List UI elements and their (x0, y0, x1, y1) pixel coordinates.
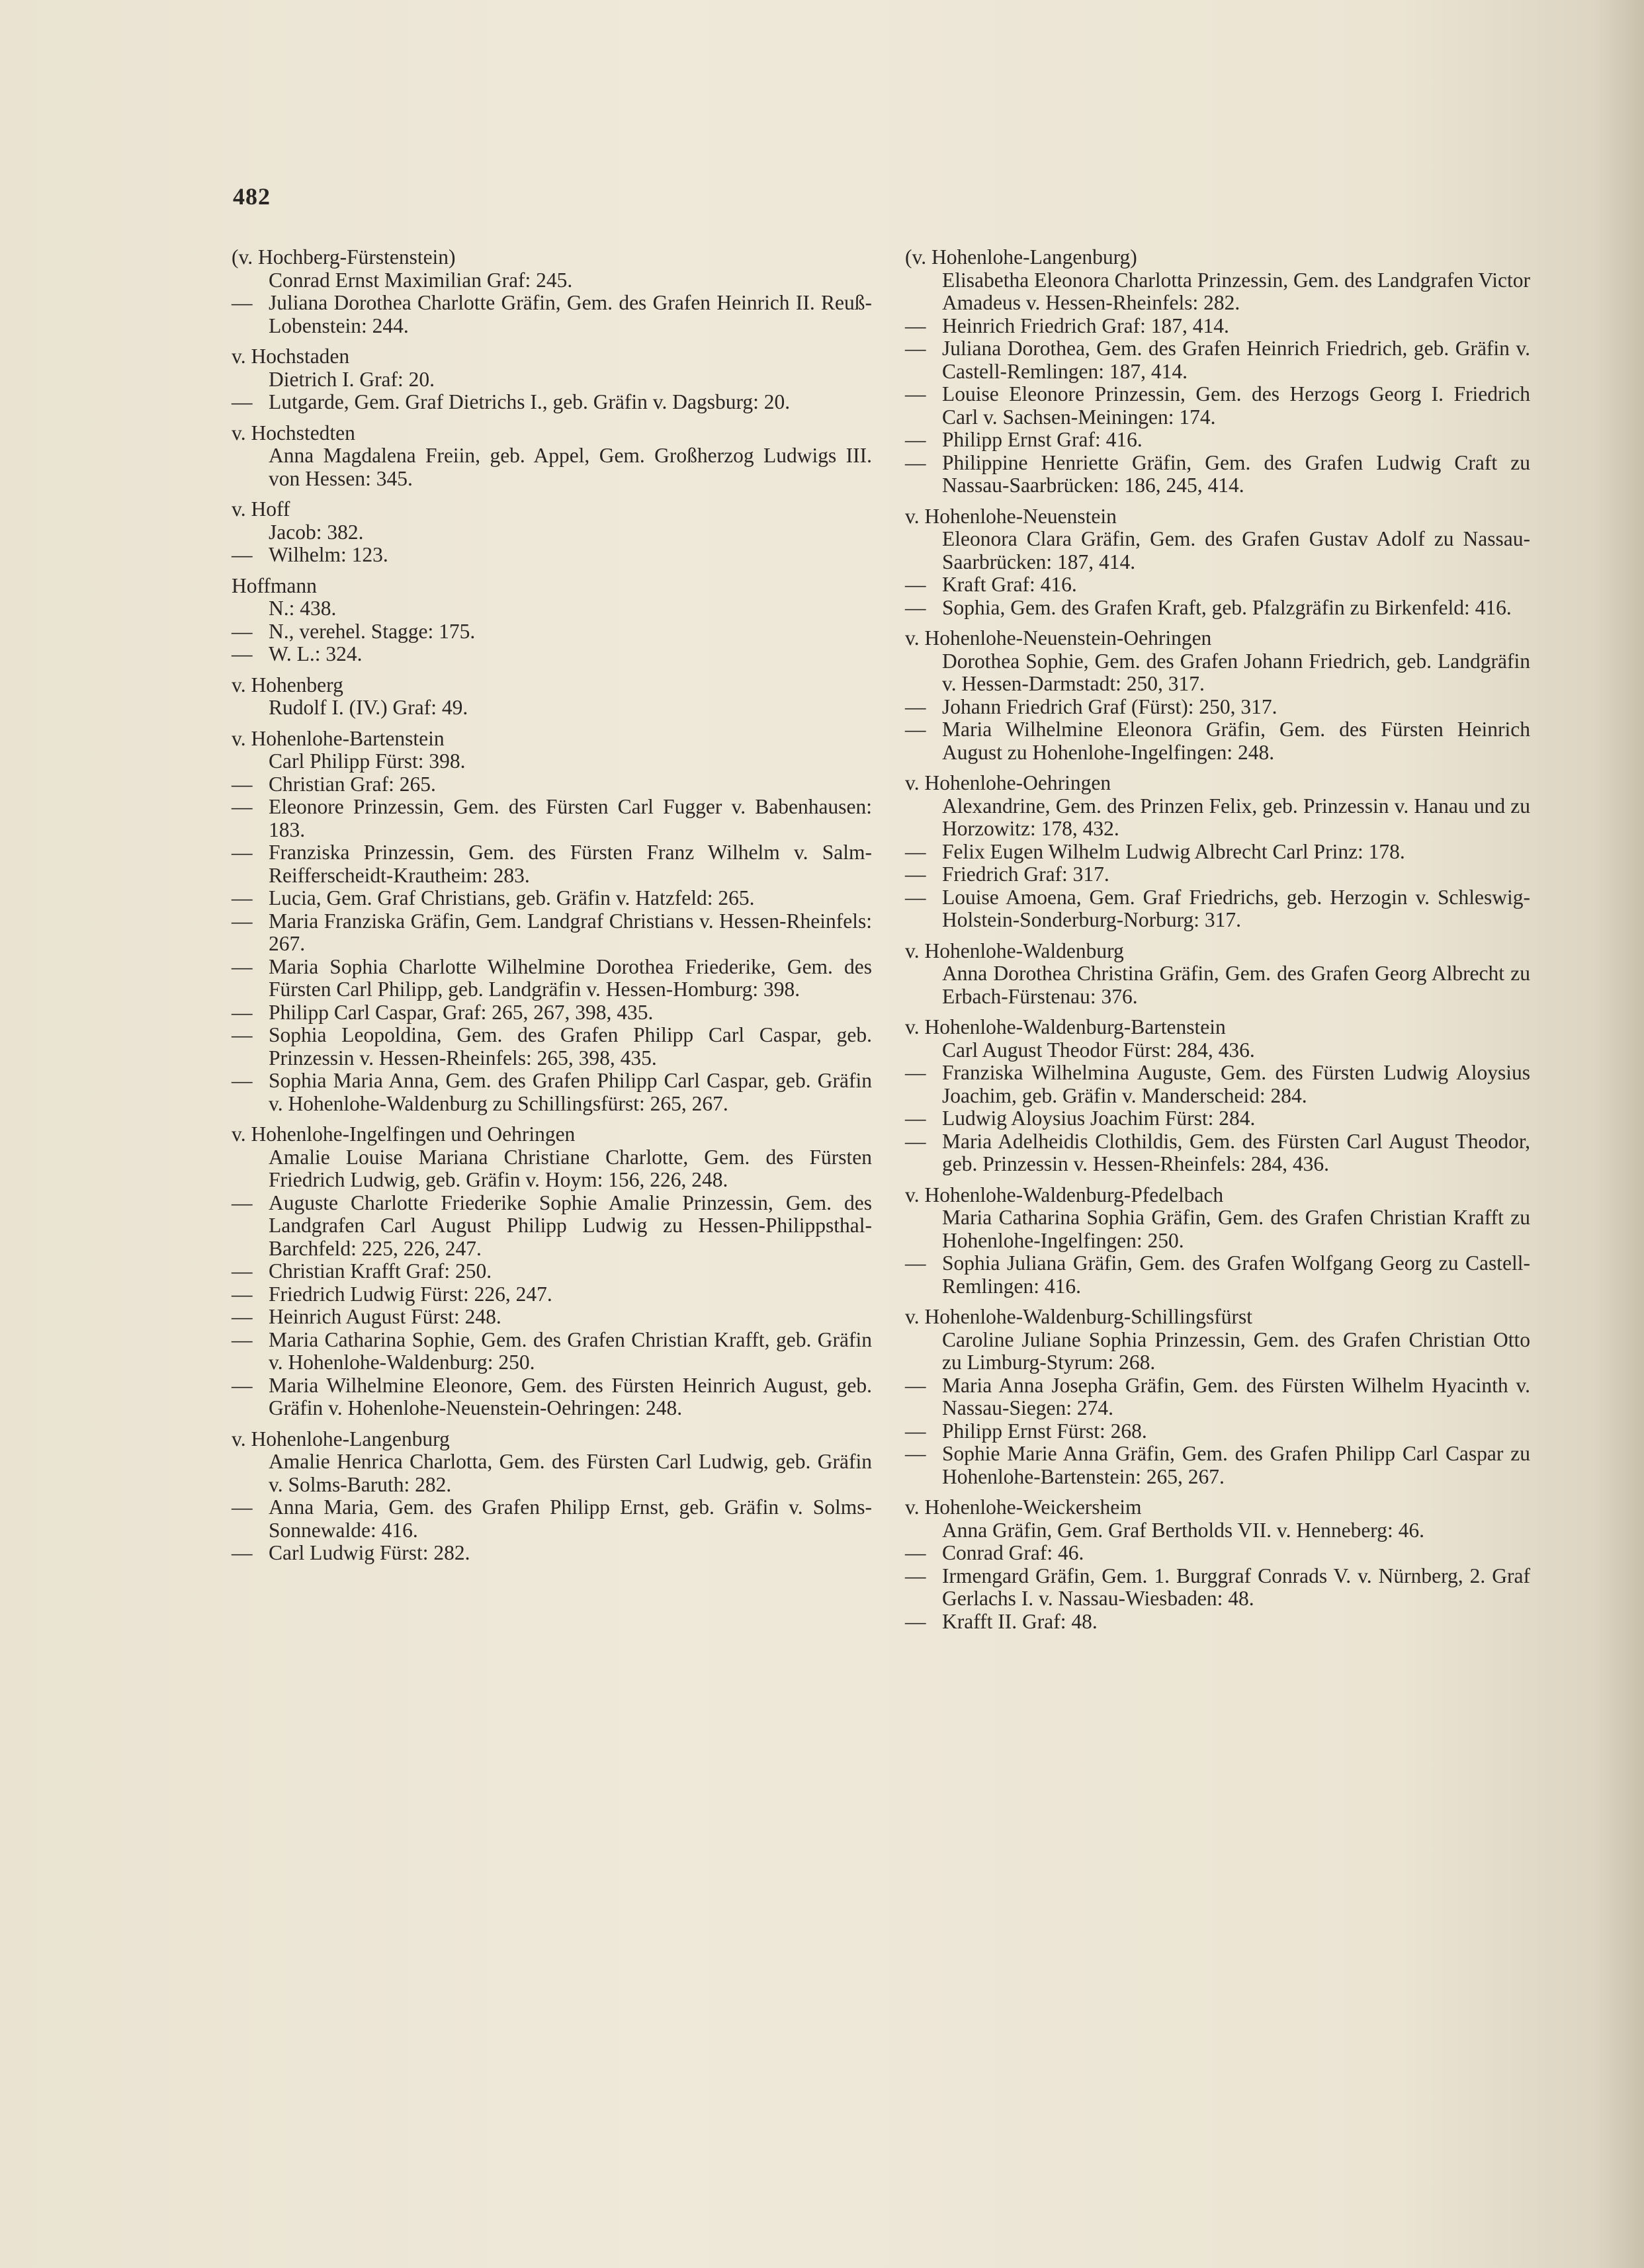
dash-mark: — (232, 543, 253, 566)
index-entry (905, 429, 1530, 452)
family-heading: v. Hochstaden (232, 345, 350, 368)
entry-text: Maria Sophia Charlotte Wilhelmine Dorothea Friederike, Gem. des Fürsten Carl Philipp, geb. Landgräfin v. Hessen-Homburg: 398. (269, 954, 872, 1001)
entry-text: Kraft Graf: 416. (942, 573, 1077, 596)
entry-text: Jacob: 382. (269, 520, 364, 544)
entry-text: Louise Eleonore Prinzessin, Gem. des Herzogs Georg I. Friedrich Carl v. Sachsen-Meiningen: 174. (942, 382, 1530, 429)
index-entry (905, 863, 1530, 886)
index-section (905, 1016, 1530, 1176)
index-entry (232, 1146, 872, 1192)
index-entry (905, 1329, 1530, 1374)
dash-mark: — (905, 337, 926, 360)
index-section (232, 422, 872, 491)
index-entry (232, 1260, 872, 1283)
entry-text: Elisabetha Eleonora Charlotta Prinzessin, Gem. des Landgrafen Victor Amadeus v. Hessen-Rheinfels: 282. (942, 268, 1530, 314)
index-entry (905, 1039, 1530, 1062)
index-entry (232, 696, 872, 720)
index-entry (905, 1542, 1530, 1565)
index-entry (232, 1496, 872, 1542)
dash-mark: — (905, 862, 926, 886)
index-entry (232, 620, 872, 644)
entry-text: Franziska Wilhelmina Auguste, Gem. des Fürsten Ludwig Aloysius Joachim, geb. Gräfin v. Manderscheid: 284. (942, 1061, 1530, 1107)
dash-mark: — (232, 1495, 253, 1519)
dash-mark: — (232, 1000, 253, 1024)
entry-text: N.: 438. (269, 597, 337, 620)
index-entry (905, 1252, 1530, 1298)
index-entry (232, 292, 872, 337)
dash-mark: — (232, 1282, 253, 1306)
entry-text: Carl Ludwig Fürst: 282. (269, 1541, 470, 1564)
index-section (232, 728, 872, 1116)
entry-text: Krafft II. Graf: 48. (942, 1609, 1098, 1633)
index-entry (232, 773, 872, 796)
entry-text: Sophie Marie Anna Gräfin, Gem. des Grafen Philipp Carl Caspar zu Hohenlohe-Bartenstein: 265, 267. (942, 1442, 1530, 1488)
family-heading: v. Hohenlohe-Neuenstein (905, 504, 1117, 528)
entry-text: Franziska Prinzessin, Gem. des Fürsten Franz Wilhelm v. Salm-Reifferscheidt-Krautheim: 283. (269, 841, 872, 887)
index-column-right (905, 246, 1530, 1641)
entry-text: Anna Dorothea Christina Gräfin, Gem. des Grafen Georg Albrecht zu Erbach-Fürstenau: 376. (942, 962, 1530, 1008)
dash-mark: — (232, 1327, 253, 1351)
entry-text: Anna Magdalena Freiin, geb. Appel, Gem. Großherzog Ludwigs III. von Hessen: 345. (269, 444, 872, 490)
family-heading: v. Hohenlohe-Waldenburg-Schillingsfürst (905, 1305, 1252, 1328)
entry-text: Lutgarde, Gem. Graf Dietrichs I., geb. Gräfin v. Dagsburg: 20. (269, 390, 791, 413)
entry-text: Maria Franziska Gräfin, Gem. Landgraf Christians v. Hessen-Rheinfels: 267. (269, 909, 872, 955)
dash-mark: — (905, 1419, 926, 1443)
dash-mark: — (232, 841, 253, 864)
entry-text: Conrad Ernst Maximilian Graf: 245. (269, 268, 573, 292)
dash-mark: — (905, 1442, 926, 1465)
dash-mark: — (905, 1564, 926, 1587)
index-section (905, 627, 1530, 764)
dash-mark: — (905, 382, 926, 405)
index-section (232, 246, 872, 337)
dash-mark: — (232, 1191, 253, 1214)
entry-text: Christian Krafft Graf: 250. (269, 1259, 492, 1282)
family-heading: (v. Hochberg-Fürstenstein) (232, 245, 456, 269)
entry-text: Amalie Louise Mariana Christiane Charlotte, Gem. des Fürsten Friedrich Ludwig, geb. Gräfin v. Hoym: 156, 226, 248. (269, 1145, 872, 1191)
dash-mark: — (905, 450, 926, 474)
entry-text: Dietrich I. Graf: 20. (269, 367, 435, 391)
index-entry (232, 521, 872, 544)
family-heading: v. Hohenlohe-Weickersheim (905, 1495, 1142, 1519)
family-heading: Hoffmann (232, 573, 317, 597)
index-entry (232, 1001, 872, 1025)
index-entry (232, 796, 872, 841)
entry-text: Christian Graf: 265. (269, 772, 436, 796)
family-heading: v. Hohenlohe-Waldenburg-Pfedelbach (905, 1183, 1224, 1206)
dash-mark: — (905, 718, 926, 741)
index-entry (905, 886, 1530, 932)
index-section (905, 505, 1530, 620)
entry-text: Maria Wilhelmine Eleonore, Gem. des Fürsten Heinrich August, geb. Gräfin v. Hohenlohe-Neuenstein-Oehringen: 248. (269, 1373, 872, 1419)
index-entry (905, 1420, 1530, 1443)
index-entry (232, 368, 872, 392)
dash-mark: — (232, 619, 253, 643)
index-entry (905, 1519, 1530, 1542)
dash-mark: — (232, 291, 253, 314)
index-section (905, 1496, 1530, 1633)
index-entry (232, 1329, 872, 1374)
index-entry (905, 452, 1530, 497)
entry-text: W. L.: 324. (269, 642, 363, 665)
index-entry (905, 573, 1530, 597)
dash-mark: — (232, 642, 253, 665)
index-entry (905, 962, 1530, 1008)
index-entry (905, 1443, 1530, 1488)
dash-mark: — (905, 1251, 926, 1275)
entry-text: Lucia, Gem. Graf Christians, geb. Gräfin v. Hatzfeld: 265. (269, 886, 755, 909)
entry-text: Friedrich Graf: 317. (942, 862, 1109, 886)
entry-text: Eleonore Prinzessin, Gem. des Fürsten Carl Fugger v. Babenhausen: 183. (269, 795, 872, 841)
entry-text: Eleonora Clara Gräfin, Gem. des Grafen Gustav Adolf zu Nassau-Saarbrücken: 187, 414. (942, 527, 1530, 573)
dash-mark: — (232, 1259, 253, 1282)
entry-text: Maria Anna Josepha Gräfin, Gem. des Fürsten Wilhelm Hyacinth v. Nassau-Siegen: 274. (942, 1373, 1530, 1419)
entry-text: Caroline Juliane Sophia Prinzessin, Gem. des Grafen Christian Otto zu Limburg-Styrum: 268. (942, 1327, 1530, 1374)
entry-text: Juliana Dorothea Charlotte Gräfin, Gem. des Grafen Heinrich II. Reuß-Lobenstein: 244. (269, 291, 872, 337)
index-entry (905, 383, 1530, 429)
index-entry (232, 391, 872, 414)
index-entry (232, 841, 872, 887)
entry-text: Ludwig Aloysius Joachim Fürst: 284. (942, 1107, 1256, 1130)
index-entry (905, 1107, 1530, 1130)
dash-mark: — (905, 1107, 926, 1130)
entry-text: Alexandrine, Gem. des Prinzen Felix, geb. Prinzessin v. Hanau und zu Horzowitz: 178, 432. (942, 794, 1530, 840)
index-entry (905, 528, 1530, 573)
index-entry (232, 269, 872, 292)
page-number: 482 (233, 183, 271, 210)
entry-text: Maria Catharina Sophia Gräfin, Gem. des Grafen Christian Krafft zu Hohenlohe-Ingelfingen: 250. (942, 1206, 1530, 1252)
index-section (232, 674, 872, 720)
entry-text: Maria Wilhelmine Eleonora Gräfin, Gem. des Fürsten Heinrich August zu Hohenlohe-Ingelfingen: 248. (942, 718, 1530, 764)
family-heading: v. Hohenlohe-Ingelfingen und Oehringen (232, 1122, 576, 1146)
entry-text: Sophia Leopoldina, Gem. des Grafen Philipp Carl Caspar, geb. Prinzessin v. Hessen-Rheinfels: 265, 398, 435. (269, 1023, 872, 1070)
dash-mark: — (232, 886, 253, 909)
dash-mark: — (905, 694, 926, 718)
index-entry (905, 1062, 1530, 1107)
dash-mark: — (905, 314, 926, 337)
index-entry (232, 1070, 872, 1115)
family-heading: v. Hoff (232, 497, 290, 521)
family-heading: v. Hohenlohe-Oehringen (905, 771, 1111, 794)
entry-text: Carl August Theodor Fürst: 284, 436. (942, 1038, 1255, 1062)
dash-mark: — (232, 1305, 253, 1328)
index-column-left (232, 246, 872, 1573)
index-entry (905, 841, 1530, 864)
dash-mark: — (905, 1061, 926, 1084)
entry-text: Philipp Ernst Fürst: 268. (942, 1419, 1147, 1443)
dash-mark: — (905, 1541, 926, 1564)
entry-text: Sophia, Gem. des Grafen Kraft, geb. Pfalzgräfin zu Birkenfeld: 416. (942, 595, 1512, 619)
dash-mark: — (232, 1541, 253, 1564)
dash-mark: — (905, 839, 926, 863)
dash-mark: — (232, 772, 253, 796)
index-entry (232, 643, 872, 666)
entry-text: Conrad Graf: 46. (942, 1541, 1084, 1564)
index-entry (232, 1374, 872, 1420)
index-entry (905, 795, 1530, 841)
index-entry (905, 1565, 1530, 1611)
index-entry (905, 696, 1530, 719)
entry-text: Louise Amoena, Gem. Graf Friedrichs, geb. Herzogin v. Schleswig-Holstein-Sonderburg-Norburg: 317. (942, 885, 1530, 931)
entry-text: Philippine Henriette Gräfin, Gem. des Grafen Ludwig Craft zu Nassau-Saarbrücken: 186, 245, 414. (942, 450, 1530, 497)
entry-text: Philipp Carl Caspar, Graf: 265, 267, 398, 435. (269, 1000, 654, 1024)
index-entry (905, 1611, 1530, 1634)
entry-text: Auguste Charlotte Friederike Sophie Amalie Prinzessin, Gem. des Landgrafen Carl August Philipp Ludwig zu Hessen-Philippsthal-Barchfeld: 225, 226, 247. (269, 1191, 872, 1260)
entry-text: Juliana Dorothea, Gem. des Grafen Heinrich Friedrich, geb. Gräfin v. Castell-Remlingen: 187, 414. (942, 337, 1530, 383)
index-entry (232, 910, 872, 956)
entry-text: Carl Philipp Fürst: 398. (269, 749, 466, 773)
entry-text: Heinrich August Fürst: 248. (269, 1305, 501, 1328)
family-heading: v. Hohenlohe-Waldenburg (905, 939, 1124, 962)
index-entry (232, 597, 872, 620)
dash-mark: — (232, 909, 253, 933)
index-section (905, 772, 1530, 932)
index-entry (905, 315, 1530, 338)
dash-mark: — (905, 573, 926, 596)
index-entry (905, 650, 1530, 696)
index-entry (905, 269, 1530, 315)
dash-mark: — (905, 1609, 926, 1633)
dash-mark: — (905, 1129, 926, 1153)
entry-text: Philipp Ernst Graf: 416. (942, 428, 1143, 451)
dash-mark: — (232, 1023, 253, 1046)
family-heading: v. Hochstedten (232, 421, 355, 444)
index-entry (232, 750, 872, 773)
family-heading: v. Hohenlohe-Bartenstein (232, 726, 445, 750)
entry-text: Sophia Maria Anna, Gem. des Grafen Philipp Carl Caspar, geb. Gräfin v. Hohenlohe-Waldenburg zu Schillingsfürst: 265, 267. (269, 1069, 872, 1115)
entry-text: Friedrich Ludwig Fürst: 226, 247. (269, 1282, 552, 1306)
entry-text: N., verehel. Stagge: 175. (269, 619, 476, 643)
dash-mark: — (232, 390, 253, 413)
family-heading: v. Hohenlohe-Waldenburg-Bartenstein (905, 1015, 1226, 1038)
index-entry (232, 1306, 872, 1329)
index-section (232, 498, 872, 567)
family-heading: v. Hohenlohe-Neuenstein-Oehringen (905, 626, 1212, 650)
index-entry (905, 1374, 1530, 1420)
entry-text: Sophia Juliana Gräfin, Gem. des Grafen Wolfgang Georg zu Castell-Remlingen: 416. (942, 1251, 1530, 1298)
index-entry (905, 337, 1530, 383)
index-section (232, 345, 872, 414)
index-section (232, 1123, 872, 1420)
entry-text: Maria Adelheidis Clothildis, Gem. des Fürsten Carl August Theodor, geb. Prinzessin v. Hessen-Rheinfels: 284, 436. (942, 1129, 1530, 1175)
family-heading: (v. Hohenlohe-Langenburg) (905, 245, 1137, 269)
entry-text: Dorothea Sophie, Gem. des Grafen Johann Friedrich, geb. Landgräfin v. Hessen-Darmstadt: 250, 317. (942, 649, 1530, 695)
dash-mark: — (905, 595, 926, 619)
dash-mark: — (905, 428, 926, 451)
dash-mark: — (232, 954, 253, 978)
index-section (232, 575, 872, 666)
entry-text: Felix Eugen Wilhelm Ludwig Albrecht Carl Prinz: 178. (942, 839, 1405, 863)
entry-text: Rudolf I. (IV.) Graf: 49. (269, 696, 468, 719)
index-section (905, 1184, 1530, 1298)
index-section (905, 940, 1530, 1009)
index-entry (232, 887, 872, 910)
index-entry (232, 444, 872, 490)
entry-text: Anna Gräfin, Gem. Graf Bertholds VII. v. Henneberg: 46. (942, 1518, 1424, 1542)
entry-text: Johann Friedrich Graf (Fürst): 250, 317. (942, 694, 1277, 718)
index-entry (905, 597, 1530, 620)
dash-mark: — (232, 1069, 253, 1092)
dash-mark: — (905, 1373, 926, 1397)
index-section (905, 1306, 1530, 1488)
dash-mark: — (232, 1373, 253, 1397)
index-entry (905, 1206, 1530, 1252)
entry-text: Maria Catharina Sophie, Gem. des Grafen Christian Krafft, geb. Gräfin v. Hohenlohe-Waldenburg: 250. (269, 1327, 872, 1374)
index-section (232, 1428, 872, 1565)
index-entry (232, 956, 872, 1001)
index-entry (905, 1130, 1530, 1176)
family-heading: v. Hohenberg (232, 673, 343, 696)
family-heading: v. Hohenlohe-Langenburg (232, 1427, 450, 1450)
entry-text: Amalie Henrica Charlotta, Gem. des Fürsten Carl Ludwig, geb. Gräfin v. Solms-Baruth: 282. (269, 1450, 872, 1496)
entry-text: Anna Maria, Gem. des Grafen Philipp Ernst, geb. Gräfin v. Solms-Sonnewalde: 416. (269, 1495, 872, 1542)
dash-mark: — (232, 795, 253, 818)
index-entry (232, 1283, 872, 1306)
index-entry (232, 1450, 872, 1496)
entry-text: Irmengard Gräfin, Gem. 1. Burggraf Conrads V. v. Nürnberg, 2. Graf Gerlachs I. v. Nassau-Wiesbaden: 48. (942, 1564, 1530, 1610)
index-entry (232, 1024, 872, 1070)
index-section (905, 246, 1530, 497)
index-entry (232, 1192, 872, 1261)
entry-text: Wilhelm: 123. (269, 543, 388, 566)
index-entry (232, 544, 872, 567)
index-entry (232, 1542, 872, 1565)
dash-mark: — (905, 885, 926, 909)
index-entry (905, 718, 1530, 764)
entry-text: Heinrich Friedrich Graf: 187, 414. (942, 314, 1229, 337)
